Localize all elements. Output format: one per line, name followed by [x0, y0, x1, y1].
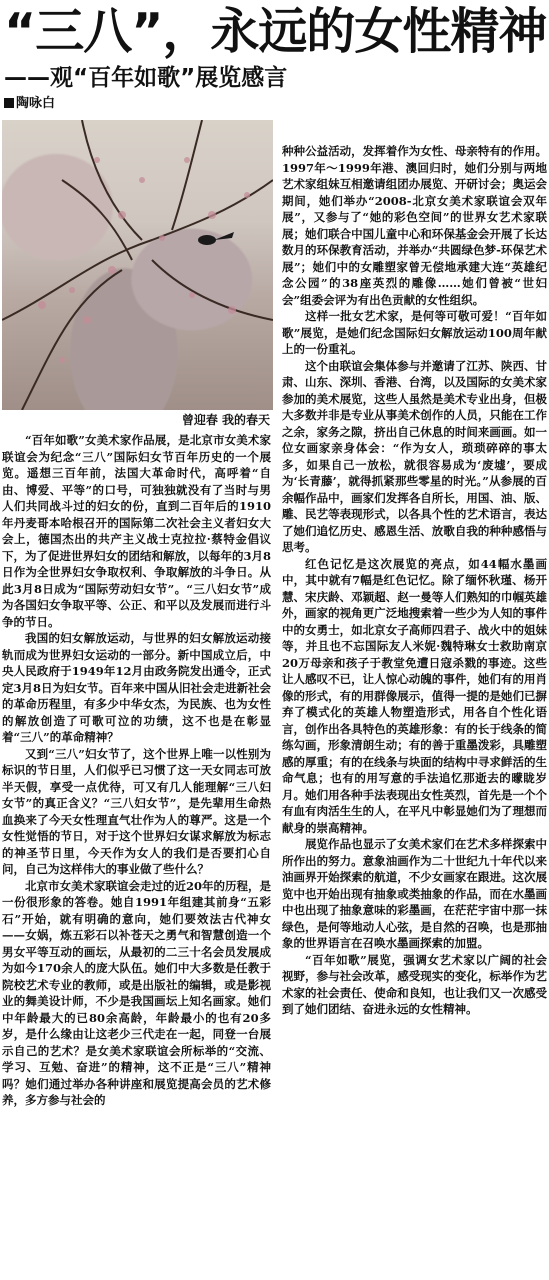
paragraph: 又到“三八”妇女节了，这个世界上唯一以性别为标识的节日里，人们似乎已习惯了这一天女同志可放半天假，享受一点优待，可又有几人能理解“三八妇女节”的真正含义？“三八妇女节”，是先辈用生命热血换来了今天女性理直气壮作为人的尊严。这是一个女性觉悟的节日，对于这个世界妇女谋求解放为标志的神圣节日里，今天作为女人的我们是否要扪心自问，自己为这样伟大的事业做了些什么？ [2, 746, 271, 876]
photo-caption: 曾迎春 我的春天 [181, 413, 270, 427]
paragraph: 红色记忆是这次展览的亮点，如44幅水墨画中，其中就有7幅是红色记忆。除了缅怀秋瑾、杨开慧、宋庆龄、邓颖超、赵一曼等人们熟知的巾帼英雄外，画家的视角更广泛地搜索着一些少为人知的事件中的女勇士，如北京女子高师四君子、战火中的姐妹等，并且也不忘国际友人米妮·魏特琳女士救助南京20万母亲和孩子于教堂免遭日寇杀戮的事迹。这些让人感叹不已，让人惊心动魄的事件，她们有的用肖像的形式，有的用群像展示，值得一提的是她们已摒弃了模式化的英雄人物塑造形式，用各自个性化语言，创作出各具特色的英雄形象：有的长于线条的简练勾画，形象清朗生动；有的善于重墨泼彩，具雕塑感的厚重；有的在线条与块面的结构中寻求鲜活的生命气息；也有的用写意的手法追忆那逝去的曚眬岁月。她们用各种手法表现出女性英烈，首先是一个个有血有肉活生生的人，在平凡中彰显她们为了理想而献身的崇高精神。 [282, 556, 547, 835]
article-photo [2, 120, 273, 410]
right-column [282, 143, 547, 1278]
paragraph: 这样一批女艺术家，是何等可敬可爱！“百年如歌”展览，是她们纪念国际妇女解放运动100周年献上的一份重礼。 [282, 309, 547, 356]
left-column [2, 432, 271, 1278]
paragraph: 我国的妇女解放运动，与世界的妇女解放运动接轨而成为世界妇女运动的一部分。新中国成立后，中央人民政府于1949年12月由政务院发出通令，正式定3月8日为妇女节。百年来中国从旧社会走进新社会的革命历程里，有多少中华女杰，为民族、也为女性的解放创造了可歌可泣的功绩，这不也是在彰显着“三八”的革命精神？ [2, 631, 271, 744]
article-subtitle: ——观“百年如歌”展览感言 [4, 65, 288, 91]
blossom-branches-illustration [2, 120, 273, 410]
paragraph: 种种公益活动，发挥着作为女性、母亲特有的作用。1997年～1999年港、澳回归时，她们分别与两地艺术家组妹互相邀请组团办展览、开研讨会；奥运会期间，她们举办“2008-北京女美术家联谊会双年展”，又参与了“她的彩色空间”的世界女艺术家联展；她们联合中国儿童中心和环保基金会开展了长达数月的环保教育活动，并举办“共圆绿色梦-环保艺术展”；她们中的女雕塑家曾无偿地承建大连“英雄纪念公园”的38座英烈的雕像……她们曾被“世妇会”组委会评为有出色贡献的女性组织。 [282, 144, 547, 307]
paragraph: 北京市女美术家联谊会走过的近20年的历程，是一份很形象的答卷。她自1991年组建其前身“五彩石”开始，就有明确的意向，她们要效法古代神女——女娲，炼五彩石以补苍天之勇气和智慧创造一个男女平等互动的画坛，从最初的二三十名会员发展成为如今170余人的庞大队伍。她们中大多数是任教于院校艺术专业的教师，或是出版社的编辑，或是影视业的舞美设计师，不少是我国画坛上知名画家。她们中年龄最大的已80余高龄，年龄最小的也有20多岁，是什么缘由让这老少三代走在一起，同登一台展示自己的艺术？是女美术家联谊会所标举的“交流、学习、互勉、奋进”的精神，这不正是“三八”精神吗？她们通过举办各种讲座和展览提高会员的艺术修养，多方参与社会的 [2, 878, 271, 1107]
paragraph: “百年如歌”女美术家作品展，是北京市女美术家联谊会为纪念“三八”国际妇女节百年历史的一个展览。遥想三百年前，法国大革命时代，高呼着“自由、博爱、平等”的口号，可独独就没有了当时与男人们共同战斗过的妇女的份，直到二百年后的1910年丹麦哥本哈根召开的国际第二次社会主义者妇女大会上，德国杰出的共产主义战士克拉拉·蔡特金倡议下，为了促进世界妇女的团结和解放，以每年的3月8日作为全世界妇女争取权利、争取解放的斗争日。从此3月8日成为“国际劳动妇女节”。“三八妇女节”成为各国妇女争取平等、公正、和平以及发展而进行斗争的节日。 [2, 433, 271, 629]
paragraph: “百年如歌”展览，强调女艺术家以广阔的社会视野，参与社会改革，感受现实的变化，标举作为艺术家的社会责任、使命和良知，也让我们又一次感受到了她们团结、奋进永远的女性精神。 [282, 952, 547, 1016]
paragraph: 这个由联谊会集体参与并邀请了江苏、陕西、甘肃、山东、深圳、香港、台湾，以及国际的女美术家参加的美术展览，这些人虽然是美术专业出身，但极大多数并非是专业从事美术创作的人员，只能在工作之余，家务之隙，挤出自己休息的时间来画画。如一位女画家亲身体会：“作为女人，琐琐碎碎的事太多，如果自己一放松，就很容易成为‘废墟’，要成为‘长青藤’，就得抓紧那些零星的时光。”从参展的百余幅作品中，画家们发挥各自所长，用国、油、版、雕、民艺等表现形式，以各具个性的艺术语言，表达了她们追忆历史、感恩生活、放歌自我的种种感悟与思考。 [282, 358, 547, 554]
square-bullet-icon [4, 98, 14, 108]
article-title: “三八”，永远的女性精神 [4, 3, 547, 60]
byline [4, 96, 55, 112]
paragraph: 展览作品也显示了女美术家们在艺术多样探索中所作出的努力。意象油画作为二十世纪九十年代以来油画界开始探索的航道，不少女画家在跟进。这次展览中也开始出现有抽象或类抽象的作品，而在水墨画中也出现了抽象意味的彩墨画，在茫茫宇宙中那一抹绿色，是何等地动人心弦，是自然的召唤，也是那抽象的世界语言在召唤水墨画探索的加盟。 [282, 837, 547, 950]
author-name: 陶咏白 [16, 96, 56, 111]
